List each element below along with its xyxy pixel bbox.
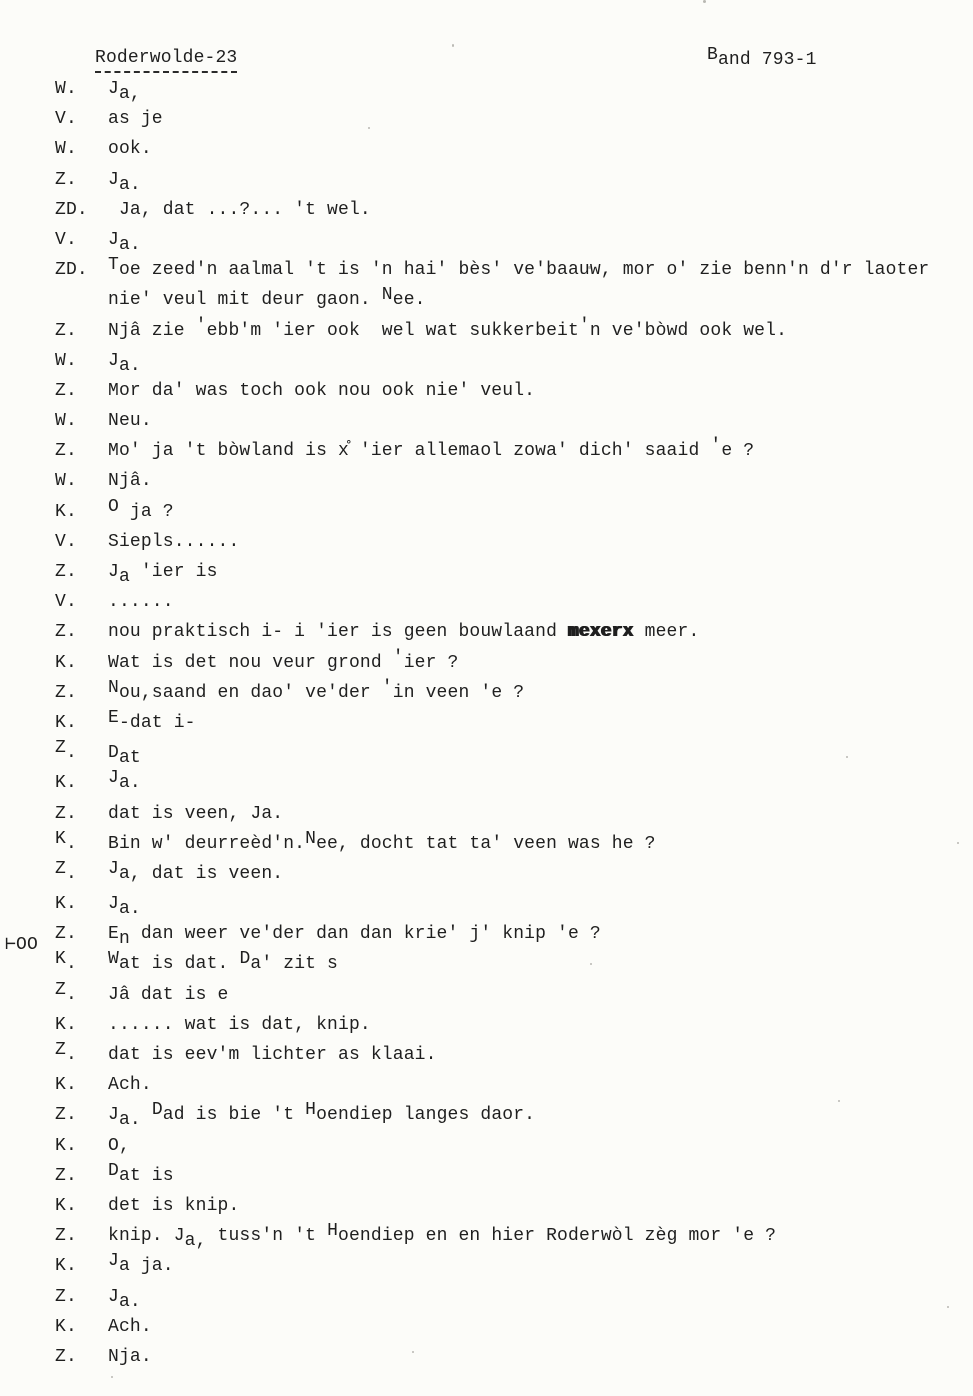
text-segment: dan weer ve'der dan dan krie' j' knip 'e ? (129, 924, 601, 945)
speaker-label: W. (55, 139, 77, 160)
line-text (108, 316, 787, 346)
text-segment: J (108, 768, 119, 789)
text-segment: det is knip. (108, 1195, 240, 1216)
speaker-label: W. (55, 471, 77, 492)
text-segment: E (108, 707, 119, 728)
speaker-label: K. (55, 712, 77, 733)
text-segment: a. (118, 773, 141, 794)
text-segment: J (108, 79, 119, 99)
line-text (108, 74, 141, 104)
scan-speckle (412, 1351, 414, 1353)
transcript-line (0, 1282, 973, 1312)
text-segment: -dat i- (118, 712, 196, 733)
text-segment: a (118, 567, 130, 587)
line-text (108, 1221, 776, 1251)
scan-speckle (111, 1376, 113, 1378)
text-segment: D (151, 1100, 163, 1121)
text-segment: meer. (633, 622, 700, 643)
text-segment: oe zeed'n aalmal 't is 'n hai' bès' ve'baauw, mor o' zie benn'n d'r laoter (118, 260, 930, 281)
speaker-label: Z. (55, 858, 77, 884)
text-segment: Wat is det nou veur grond (108, 652, 393, 673)
text-segment: n ve'bòwd ook wel. (589, 320, 788, 341)
transcript-line (0, 889, 973, 919)
speaker-label: K. (55, 1195, 77, 1216)
text-segment: J (108, 894, 119, 915)
speaker-label: Z. (55, 562, 77, 582)
text-segment: Ja, dat ...?... 't wel. (108, 199, 371, 220)
transcript-line (0, 768, 973, 798)
text-segment: J (108, 562, 119, 582)
text-segment: Ach. (108, 1075, 152, 1096)
scan-speckle (368, 127, 370, 129)
transcript-line (0, 134, 973, 164)
text-segment: H (305, 1100, 317, 1121)
text-segment: a, dat is veen. (118, 863, 284, 884)
text-segment: Mor da' was toch ook nou ook nie' veul. (108, 380, 536, 401)
margin-counter-note: ⊢OO (5, 935, 38, 955)
transcript-line (0, 949, 973, 979)
line-text (108, 768, 141, 798)
transcript-line (0, 1161, 973, 1191)
line-text (108, 738, 141, 768)
text-segment: and 793-1 (717, 50, 817, 70)
text-segment: Siepls...... (108, 531, 240, 552)
line-text (108, 889, 141, 919)
line-text (108, 285, 426, 315)
text-segment: Njâ. (108, 471, 152, 492)
transcript-line (0, 648, 973, 678)
text-segment: J (108, 350, 119, 371)
scan-speckle (452, 44, 454, 47)
transcript-line (0, 1251, 973, 1281)
line-text (108, 1040, 437, 1070)
transcript-line (0, 466, 973, 496)
speaker-label: ZD. (55, 199, 88, 220)
transcript-line (0, 165, 973, 195)
text-segment: J (108, 229, 119, 250)
line-text (108, 497, 174, 527)
text-segment: Mo' ja 't bòwland is x̊ 'ier allemaol zowa' dich' saaid (108, 441, 711, 462)
text-segment: n (118, 929, 130, 950)
text-segment: in veen 'e ? (392, 682, 525, 703)
text-segment: J (108, 169, 119, 190)
scan-speckle (590, 963, 592, 965)
transcript-line (0, 859, 973, 889)
transcript-line (0, 678, 973, 708)
speaker-label: W. (55, 411, 77, 432)
text-segment: ' (392, 647, 404, 668)
text-segment: J (108, 1105, 119, 1126)
line-text (108, 587, 174, 617)
line-text (108, 799, 283, 829)
text-segment: H (327, 1221, 339, 1242)
text-segment: Njâ zie (108, 320, 196, 341)
text-segment: D (108, 1160, 119, 1181)
transcript-line (0, 1342, 973, 1372)
text-segment: D (239, 949, 251, 970)
text-segment: ' (381, 677, 393, 698)
text-segment: a, (118, 84, 141, 104)
line-text (108, 346, 141, 376)
transcript-line (0, 497, 973, 527)
line-text (108, 648, 458, 678)
line-text (108, 919, 601, 949)
line-text (108, 225, 141, 255)
text-segment: Jâ dat is e (108, 984, 229, 1005)
line-text (108, 376, 535, 406)
text-segment: tuss'n 't (217, 1226, 328, 1247)
speaker-label: V. (55, 109, 77, 130)
text-segment: N (108, 677, 119, 698)
speaker-label: Z. (55, 979, 77, 1005)
text-segment: ad is bie 't (162, 1105, 306, 1126)
speaker-label: V. (55, 592, 77, 613)
text-segment: B (707, 45, 718, 65)
line-text (108, 104, 163, 134)
text-segment: Bin w' deurreèd'n. (108, 833, 306, 854)
scan-speckle (703, 0, 706, 3)
text-segment: Ach. (108, 1316, 152, 1337)
transcript-line (0, 799, 973, 829)
speaker-label: Z. (55, 682, 77, 703)
transcript-line (0, 829, 973, 859)
text-segment: J (108, 1286, 119, 1307)
speaker-label: K. (55, 1135, 77, 1156)
speaker-label: K. (55, 1316, 77, 1337)
text-segment: ' (195, 315, 207, 336)
line-text (108, 1342, 152, 1372)
speaker-label: K. (55, 652, 77, 673)
line-text (108, 829, 656, 859)
speaker-label: K. (55, 1075, 77, 1096)
speaker-label: K. (55, 501, 77, 522)
line-text (108, 859, 283, 889)
transcript-line (0, 1221, 973, 1251)
speaker-label: V. (55, 229, 77, 250)
text-segment: knip. J (108, 1226, 185, 1247)
transcript-line (0, 436, 973, 466)
text-segment: ' (578, 315, 590, 336)
speaker-label: Z. (55, 1165, 77, 1186)
text-segment: Neu. (108, 411, 152, 432)
transcript-line (0, 74, 973, 104)
speaker-label: Z. (55, 1105, 77, 1126)
transcript-line (0, 255, 973, 285)
transcript-line (0, 587, 973, 617)
line-text (108, 949, 338, 979)
transcript-line (0, 406, 973, 436)
text-segment: a. (118, 899, 141, 920)
speaker-label: Z. (55, 622, 77, 643)
speaker-label: Z. (55, 924, 77, 945)
line-text (108, 1131, 130, 1161)
speaker-label: Z. (55, 380, 77, 401)
line-text (108, 1251, 174, 1281)
speaker-label: K. (55, 1256, 77, 1277)
transcript-line (0, 527, 973, 557)
text-segment: a' zit s (250, 954, 339, 975)
text-segment: J (108, 858, 119, 879)
text-segment: ebb'm 'ier ook wel wat sukkerbeit (206, 320, 579, 341)
transcript-line (0, 980, 973, 1010)
line-text (108, 1282, 141, 1312)
speaker-label: V. (55, 531, 77, 552)
line-text (108, 195, 371, 225)
transcript-line (0, 1131, 973, 1161)
transcript-line (0, 1070, 973, 1100)
text-segment: Nja. (108, 1346, 152, 1367)
transcript-line (0, 1312, 973, 1342)
text-segment: a. (118, 1291, 141, 1312)
text-segment: 'ier is (129, 562, 218, 582)
line-text (108, 557, 218, 587)
text-segment: ee, docht tat ta' veen was he ? (316, 833, 656, 854)
line-text (108, 1100, 535, 1130)
text-segment: T (108, 255, 119, 276)
line-text (108, 406, 152, 436)
speaker-label: K. (55, 773, 77, 794)
text-segment: ja ? (118, 501, 174, 522)
text-segment: oendiep en en hier Roderwòl zèg mor 'e ? (338, 1226, 777, 1247)
text-segment: ee. (392, 290, 426, 311)
text-segment: e ? (721, 441, 755, 462)
speaker-label: Z. (55, 320, 77, 341)
scan-speckle (947, 1306, 949, 1308)
text-segment: N (305, 828, 317, 849)
text-segment: N (381, 285, 393, 306)
text-segment: a. (118, 1110, 152, 1131)
line-text (108, 1191, 239, 1221)
text-segment: a. (118, 355, 141, 376)
line-text (108, 617, 699, 647)
line-text (108, 134, 152, 164)
text-segment: ...... wat is dat, knip. (108, 1014, 371, 1035)
speaker-label: ZD. (55, 260, 88, 281)
text-segment: dat is eev'm lichter as klaai. (108, 1045, 437, 1065)
transcript-line (0, 195, 973, 225)
line-text (108, 1161, 174, 1191)
text-segment: ook. (108, 139, 152, 160)
speaker-label: W. (55, 350, 77, 371)
line-text (108, 436, 754, 466)
speaker-label: W. (55, 79, 77, 99)
transcript-line (0, 376, 973, 406)
line-text (108, 165, 141, 195)
text-segment: W (108, 949, 119, 970)
line-text (108, 466, 152, 496)
line-text (108, 678, 524, 708)
text-segment: dat is veen, Ja. (108, 803, 284, 824)
transcript-line (0, 738, 973, 768)
speaker-label: Z. (55, 169, 77, 190)
line-text (108, 1010, 371, 1040)
scan-speckle (846, 756, 848, 758)
scan-speckle (588, 266, 591, 269)
text-segment: ou,saand en dao' ve'der (118, 682, 382, 703)
speaker-label: K. (55, 894, 77, 915)
transcript-line (0, 316, 973, 346)
transcript-line (0, 617, 973, 647)
line-text (108, 527, 239, 557)
transcript-line (0, 346, 973, 376)
speaker-label: Z. (55, 803, 77, 824)
transcript (0, 74, 973, 1372)
transcript-line (0, 225, 973, 255)
text-segment: ...... (108, 592, 174, 613)
transcript-line (0, 1010, 973, 1040)
speaker-label: Z. (55, 1226, 77, 1247)
line-text (108, 1312, 152, 1342)
speaker-label: Z. (55, 1286, 77, 1307)
speaker-label: K. (55, 949, 77, 975)
text-segment: nou praktisch i- i 'ier is geen bouwlaand (108, 622, 568, 643)
text-segment: at is dat. (118, 954, 240, 975)
text-segment: as je (108, 109, 163, 130)
text-segment: a. (118, 234, 141, 255)
scan-speckle (838, 1100, 840, 1102)
transcript-line (0, 104, 973, 134)
transcript-line (0, 1191, 973, 1221)
text-segment: oendiep langes daor. (316, 1105, 536, 1126)
text-segment: ' (710, 436, 722, 457)
scan-speckle (957, 842, 959, 844)
text-segment: at is (118, 1165, 174, 1186)
line-text (108, 255, 929, 285)
speaker-label: Z. (55, 441, 77, 462)
transcript-line (0, 919, 973, 949)
speaker-label: Z. (55, 1346, 77, 1367)
text-segment: J (108, 1251, 119, 1272)
overtyped-deletion: mexerx (567, 622, 634, 643)
transcript-line (0, 557, 973, 587)
page-title: Roderwolde-23 (95, 46, 237, 73)
speaker-label: Z. (55, 1040, 77, 1065)
transcript-line (0, 1040, 973, 1070)
speaker-label: Z. (55, 738, 77, 764)
text-segment: E (108, 924, 119, 945)
line-text (108, 1070, 152, 1100)
transcript-line (0, 1100, 973, 1130)
speaker-label (0, 285, 108, 315)
line-text (108, 708, 196, 738)
speaker-label: K. (55, 828, 77, 854)
text-segment: a, (184, 1231, 218, 1252)
line-text (108, 980, 228, 1010)
text-segment: D (108, 743, 119, 764)
speaker-label: K. (55, 1014, 77, 1035)
text-segment: at (118, 748, 141, 769)
text-segment: O (108, 496, 119, 517)
text-segment: nie' veul mit deur gaon. (108, 290, 382, 311)
text-segment: O, (108, 1135, 130, 1156)
text-segment: ier ? (403, 652, 459, 673)
text-segment: a ja. (118, 1256, 174, 1277)
band-number (707, 45, 817, 72)
transcript-line (0, 285, 973, 315)
text-segment: a. (118, 174, 141, 195)
transcript-line (0, 708, 973, 738)
